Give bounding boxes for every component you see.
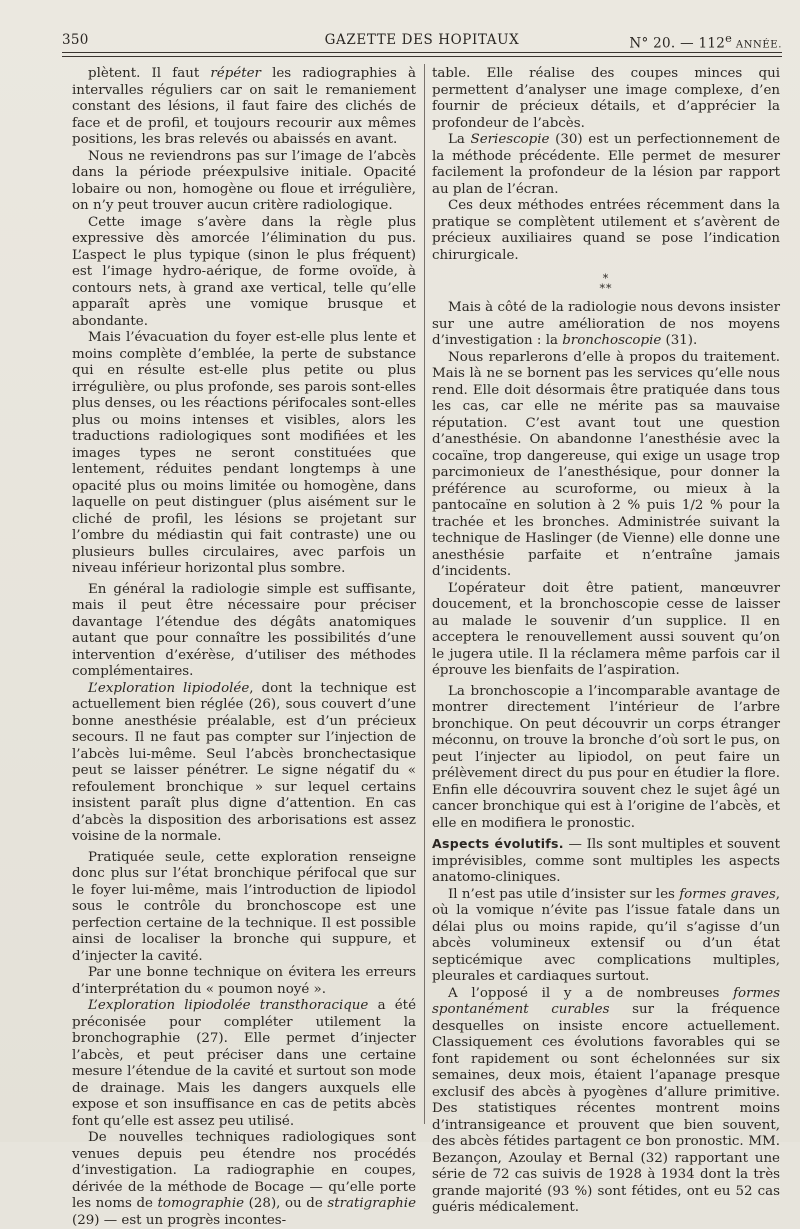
paragraph (432, 198, 780, 264)
paragraph (72, 681, 416, 846)
text-segment: La bronchoscopie a l’incomparable avantage de montrer directement l’intérieur de l’arbre bronchique. On peut découvrir un corps étranger méconnu, on trouve la bronche d’où sort le pus, on peut l’injecter au lipiodol, on peut faire un prélèvement direct du pus pour en étudier la flore. Enfin elle découvrira souvent chez le sujet âgé un cancer bronchique qui est à l’origine de l’abcès, et elle en modifiera le pronostic. (432, 683, 780, 831)
emphasis-text: Seriescopie (470, 132, 550, 147)
paragraph (432, 684, 780, 833)
text-segment: L’opérateur doit être patient, manœuvrer doucement, et la bronchoscopie cesse de laisser au malade le souvenir d’un supplice. Il en acceptera le renouvellement aussi souvent qu’on le jugera utile. Il la réclamera même parfois car il éprouve les bienfaits de l’aspiration. (432, 580, 780, 678)
text-segment: (30) est un perfectionnement de la méthode précédente. Elle permet de mesurer facilement la profondeur de la lésion par rapport au plan de l’écran. (432, 132, 780, 197)
paragraph (432, 581, 780, 680)
header-rule-thick (62, 52, 782, 53)
paragraph (432, 986, 780, 1217)
paragraph (432, 66, 780, 132)
paragraph (432, 132, 780, 198)
text-segment: Cette image s’avère dans la règle plus expressive dès amorcée l’élimination du pus. L’aspect le plus typique (sinon le plus fréquent) est l’image hydro-aérique, de forme ovoïde, à contours nets, à grand axe vertical, telle qu’elle apparaît après une vomique brusque et abondante. (72, 214, 416, 329)
paragraph (72, 582, 416, 681)
emphasis-text: formes spontanément curables (432, 985, 780, 1017)
text-segment: A l’opposé il y a de nombreuses (448, 985, 734, 1001)
text-segment: Pratiquée seule, cette exploration renseigne donc plus sur l’état bronchique périfocal que sur le foyer lui-même, mais l’introduction de lipiodol sous le contrôle du bronchoscope est une perfection certaine de la technique. Il est possible ainsi de localiser la bronche qui suppure, et d’injecter la cavité. (72, 849, 416, 964)
paragraph (72, 1130, 416, 1229)
left-column (72, 66, 416, 1229)
issue-number: N° 20. — 112 (629, 35, 726, 52)
paragraph (432, 836, 780, 887)
issue-superscript: e (725, 32, 733, 45)
page-number: 350 (62, 32, 89, 48)
text-segment: (31). (661, 333, 698, 348)
paragraph (432, 350, 780, 581)
journal-title: GAZETTE DES HOPITAUX (324, 32, 520, 48)
text-segment: Nous reparlerons d’elle à propos du traitement. Mais là ne se bornent pas les services qu’elle nous rend. Elle doit désormais être pratiquée dans tous les cas, car elle ne mérite pas sa mauvaise réputation. C’est avant tout une question d’anesthésie. On abandonne l’anesthésie avec la cocaïne, trop dangereuse, qui exige un usage trop parcimonieux de l’anesthésique, pour donner la préférence au scuroforme, ou mieux à la pantocaïne en solution à 2 % puis 1/2 % pour la trachée et les bronches. Administrée suivant la technique de Haslinger (de Vienne) elle donne une anesthésie parfaite et n’entraîne jamais d’incidents. (432, 349, 780, 579)
separator-star-top: * (602, 272, 610, 285)
text-segment: a été préconisée pour compléter utilement la bronchographie (27). Elle permet d’injecter l’abcès, et peut préciser dans une certaine mesure l’étendue de la cavité et surtout son mode de drainage. Mais les dangers auxquels elle expose et son insuffisance en cas de petits abcès font qu’elle est assez peu utilisé. (72, 998, 416, 1129)
right-column-top (432, 66, 780, 264)
running-header (62, 28, 782, 54)
text-segment: Par une bonne technique on évitera les erreurs d’interprétation du « poumon noyé ». (72, 965, 416, 997)
header-rule-thin (62, 56, 782, 57)
paragraph (72, 66, 416, 149)
paragraph (432, 887, 780, 986)
text-segment: table. Elle réalise des coupes minces qui permettent d’analyser une image complexe, d’en fournir de précieux détails, et d’apprécier la profondeur de l’abcès. (432, 66, 780, 131)
text-segment: Mais à côté de la radiologie nous devons insister sur une autre amélioration de nos moyens d’investigation : la (432, 300, 780, 348)
text-segment: Nous ne reviendrons pas sur l’image de l’abcès dans la période préexpulsive initiale. Opacité lobaire ou non, homogène ou floue et irrégulière, on n’y peut trouver aucun critère radiologique. (72, 148, 416, 213)
text-segment: La (448, 132, 471, 147)
emphasis-text: stratigraphie (327, 1196, 416, 1211)
text-segment: les radiographies à intervalles réguliers car on sait le remaniement constant des lésions, il faut faire des clichés de face et de profil, et toujours recourir aux mêmes positions, les bras relevés ou abaissés en avant. (72, 66, 416, 147)
separator-star-bottom: ** (599, 282, 613, 295)
emphasis-text: formes graves (679, 886, 776, 902)
paragraph (72, 330, 416, 578)
text-segment: Il n’est pas utile d’insister sur les (448, 886, 680, 902)
section-heading: Aspects évolutifs. (432, 836, 564, 851)
text-segment: (28), ou de (244, 1196, 328, 1211)
paragraph (72, 998, 416, 1130)
emphasis-text: bronchoscopie (562, 333, 662, 348)
section-separator (432, 274, 780, 294)
text-segment: Mais l’évacuation du foyer est-elle plus lente et moins complète d’emblée, la perte de substance qui en résulte est-elle plus petite ou plus irrégulière, ou plus profonde, ses parois sont-elles plus denses, ou les réactions périfocales sont-elles plus ou moins intenses et visibles, alors les traductions radiologiques sont modifiées et les images types ne seront constituées que lentement, réduites pendant longtemps à une opacité plus ou moins limitée ou homogène, dans laquelle on peut distinguer (plus aisément sur le cliché de profil, les lésions se projetant sur l’ombre du médiastin qui fait contraste) une ou plusieurs bulles circulaires, avec parfois un niveau inférieur horizontal plus sombre. (72, 330, 416, 576)
column-divider (424, 64, 425, 1124)
emphasis-text: L’exploration lipiodolée (88, 680, 250, 696)
text-segment: — Ils sont multiples et souvent imprévisibles, comme sont multiples les aspects anatomo-cliniques. (432, 837, 781, 885)
right-column (432, 66, 780, 1217)
text-segment: Ces deux méthodes entrées récemment dans la pratique se complètent utilement et s’avèrent de précieux auxiliaires quand se pose l’indication chirurgicale. (432, 198, 780, 263)
text-segment: plètent. Il faut (88, 66, 211, 81)
text-segment: sur la fréquence desquelles on insiste encore actuellement. Classiquement ces évolutions favorables qui se font rapidement ou sont échelonnées sur six semaines, deux mois, étaient l’apanage presque exclusif des abcès à pyogènes d’allure primitive. Des statistiques récentes montrent moins d’intransigeance et prouvent que bien souvent, des abcès fétides partagent ce bon pronostic. MM. Bezançon, Azoulay et Bernal (32) rapportant une série de 72 cas suivis de 1928 à 1934 dont la très grande majorité (93 %) sont fétides, ont eu 52 cas guéris médicalement. (432, 1002, 780, 1215)
paragraph (72, 149, 416, 215)
text-segment: (29) — est un progrès incontes- (72, 1212, 287, 1228)
issue-info (629, 32, 782, 52)
text-segment: , dont la technique est actuellement bien réglée (26), sous couvert d’une bonne anesthésie préalable, est d’un précieux secours. Il ne faut pas compter sur l’injection de l’abcès lui-même. Seul l’abcès bronchectasique peut se laisser pénétrer. Le signe négatif du « refoulement bronchique » sur lequel certains insistent paraît plus digne d’attention. En cas d’abcès la disposition des arborisations est assez voisine de la normale. (72, 680, 416, 844)
emphasis-text: répéter (210, 66, 261, 81)
paragraph (72, 965, 416, 998)
paragraph (432, 300, 780, 350)
emphasis-text: L’exploration lipiodolée transthoracique (88, 998, 369, 1013)
text-segment: En général la radiologie simple est suffisante, mais il peut être nécessaire pour préciser davantage l’étendue des dégâts anatomiques autant que pour connaître les possibilités d’une intervention d’exérèse, d’utiliser des méthodes complémentaires. (72, 581, 416, 679)
issue-year-label: ANNÉE. (732, 39, 782, 51)
right-column-bottom (432, 300, 780, 1217)
paragraph (72, 215, 416, 331)
text-segment: , où la vomique n’évite pas l’issue fatale dans un délai plus ou moins rapide, qu’il s’agisse d’un abcès volumineux extensif ou d’un état septicémique avec complications multiples, pleurales et cardiaques surtout. (432, 886, 780, 984)
text-segment: De nouvelles techniques radiologiques sont venues depuis peu étendre nos procédés d’investigation. La radiographie en coupes, dérivée de la méthode de Bocage — qu’elle porte les noms de (72, 1130, 416, 1211)
paragraph (72, 850, 416, 966)
emphasis-text: tomographie (157, 1196, 245, 1211)
